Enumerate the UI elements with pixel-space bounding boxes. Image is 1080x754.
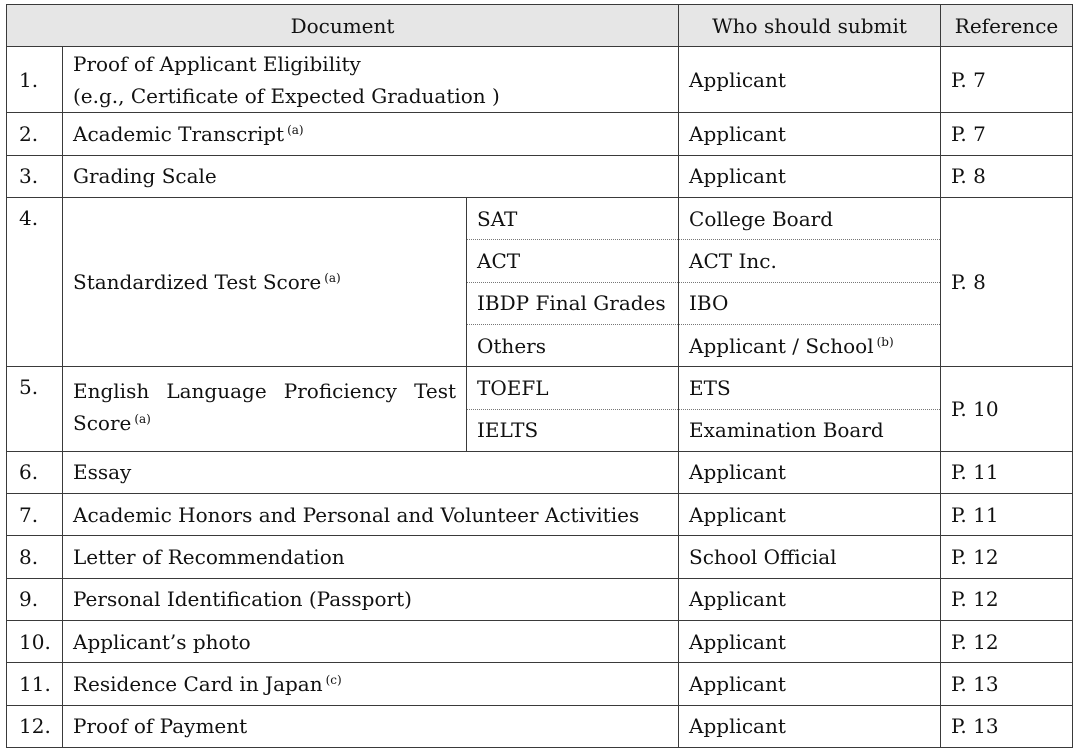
who-should-submit: Applicant: [679, 494, 941, 536]
row-number: 10.: [7, 621, 63, 663]
who-should-submit: Applicant: [679, 705, 941, 747]
document-name: Applicant’s photo: [63, 621, 679, 663]
reference-page: P. 13: [941, 663, 1073, 705]
submission-documents-table: [6, 4, 1073, 748]
row-number: 7.: [7, 494, 63, 536]
reference-page: P. 13: [941, 705, 1073, 747]
table-row: [7, 451, 1073, 493]
document-name-line2: (e.g., Certificate of Expected Graduation ): [73, 83, 500, 108]
who-should-submit: ACT Inc.: [679, 240, 941, 282]
footnote-marker: (b): [876, 334, 894, 349]
document-name: Letter of Recommendation: [63, 536, 679, 578]
document-name-line1: Proof of Applicant Eligibility: [73, 51, 361, 76]
who-should-submit: Applicant: [679, 578, 941, 620]
document-name-line1: English Language Proficiency Test: [73, 379, 456, 404]
reference-page: P. 12: [941, 536, 1073, 578]
row-number: 9.: [7, 578, 63, 620]
document-name: Essay: [63, 451, 679, 493]
reference-page: P. 8: [941, 155, 1073, 197]
document-name-cell: [63, 367, 467, 452]
row-number: 6.: [7, 451, 63, 493]
document-name-line2-wrap: [73, 403, 456, 439]
reference-page: P. 12: [941, 621, 1073, 663]
who-should-submit: Applicant: [679, 663, 941, 705]
table-row: [7, 536, 1073, 578]
row-number: 11.: [7, 663, 63, 705]
row-number: 3.: [7, 155, 63, 197]
reference-page: P. 12: [941, 578, 1073, 620]
table-row: [7, 578, 1073, 620]
row-number: 2.: [7, 113, 63, 155]
who-should-submit: School Official: [679, 536, 941, 578]
reference-page: P. 11: [941, 494, 1073, 536]
row-number: 1.: [7, 47, 63, 113]
reference-page: P. 11: [941, 451, 1073, 493]
row-number: 8.: [7, 536, 63, 578]
test-name: SAT: [467, 198, 679, 240]
footnote-marker: (a): [134, 412, 151, 427]
reference-page: P. 7: [941, 113, 1073, 155]
table-row: [7, 47, 1073, 113]
document-name: Residence Card in Japan: [73, 671, 323, 696]
table-row: [7, 494, 1073, 536]
test-name: Others: [467, 324, 679, 366]
who-should-submit: Examination Board: [679, 409, 941, 451]
document-name: Standardized Test Score: [73, 270, 322, 295]
who-should-submit: Applicant: [679, 621, 941, 663]
table-row: [7, 705, 1073, 747]
document-name-cell: [63, 663, 679, 705]
table-row: [7, 621, 1073, 663]
reference-page: P. 7: [941, 47, 1073, 113]
test-name: TOEFL: [467, 367, 679, 409]
header-reference: Reference: [941, 5, 1073, 47]
footnote-marker: (c): [325, 672, 342, 687]
who-should-submit: Applicant / School: [689, 333, 874, 358]
document-name: Academic Honors and Personal and Volunteer Activities: [63, 494, 679, 536]
header-who-should-submit: Who should submit: [679, 5, 941, 47]
who-should-submit: Applicant: [679, 47, 941, 113]
table-row: [7, 367, 1073, 409]
row-number: 5.: [7, 367, 63, 452]
table-row: [7, 155, 1073, 197]
row-number: 12.: [7, 705, 63, 747]
reference-page: P. 8: [941, 198, 1073, 367]
document-name: [63, 47, 679, 113]
who-should-submit: Applicant: [679, 155, 941, 197]
document-name: Academic Transcript: [73, 122, 285, 147]
reference-page: P. 10: [941, 367, 1073, 452]
document-name: Personal Identification (Passport): [63, 578, 679, 620]
row-number: 4.: [7, 198, 63, 367]
who-should-submit: IBO: [679, 282, 941, 324]
who-should-submit: College Board: [679, 198, 941, 240]
test-name: ACT: [467, 240, 679, 282]
who-should-submit-cell: [679, 324, 941, 366]
header-document: Document: [7, 5, 679, 47]
document-name-cell: [63, 113, 679, 155]
footnote-marker: (a): [287, 123, 304, 138]
document-name: Proof of Payment: [63, 705, 679, 747]
document-name: Grading Scale: [63, 155, 679, 197]
test-name: IBDP Final Grades: [467, 282, 679, 324]
test-name: IELTS: [467, 409, 679, 451]
footnote-marker: (a): [324, 271, 341, 286]
table-header-row: [7, 5, 1073, 47]
who-should-submit: ETS: [679, 367, 941, 409]
document-name-line2: Score: [73, 411, 132, 436]
document-name-cell: [63, 198, 467, 367]
table-row: [7, 113, 1073, 155]
table-row: [7, 198, 1073, 240]
who-should-submit: Applicant: [679, 113, 941, 155]
who-should-submit: Applicant: [679, 451, 941, 493]
table-row: [7, 663, 1073, 705]
